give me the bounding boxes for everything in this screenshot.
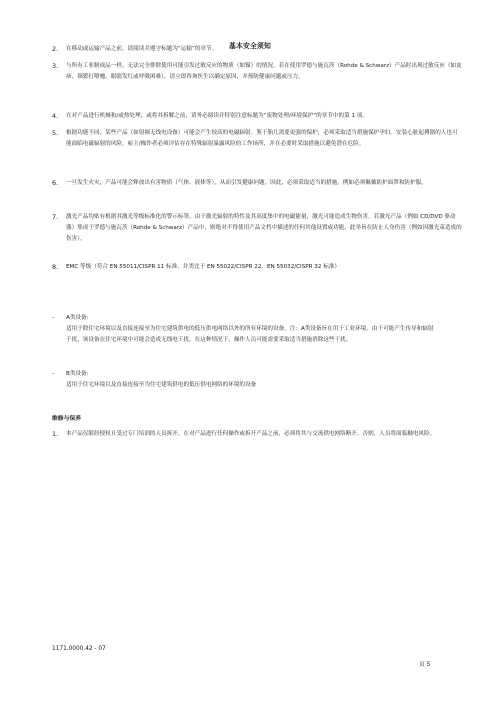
item-text: 在移动或运输产品之前，请阅读并遵守标题为“运输”的章节。	[66, 46, 218, 52]
list-item	[52, 44, 462, 55]
item-text: 在对产品进行机械和/或热处理，或将其拆解之前，请务必阅读并特别注意标题为“废物处理/环境保护”的章节中的第 1 项。	[66, 113, 368, 119]
item-text: 一旦发生火灾，产品可能会释放出有害物质（气体、液体等），从而引发健康问题。因此，必须采取适当的措施，例如必须佩戴防护面罩和防护服。	[66, 180, 427, 186]
item-number: 4.	[52, 112, 59, 120]
item-number: 6.	[52, 179, 59, 187]
item-number: 2.	[52, 45, 59, 53]
document-number: 1171.0000.42 - 07	[52, 646, 106, 652]
list-item	[52, 262, 462, 273]
dash-marker: –	[52, 371, 55, 377]
list-item	[52, 178, 462, 189]
item-text: 本产品仅限经授权且受过专门培训的人员拆开。在对产品进行任何操作或拆开产品之前，必须将其与交流供电网络断开。否则，人员将面临触电风险。	[66, 431, 436, 437]
emc-class-description: 适用于除住宅环境以及直接连接至为住宅建筑供电的低压供电网络以外的所有环境的设备。注：A类设备旨在用于工业环境。由于可能产生传导和辐射干扰，该设备在住宅环境中可能会造成无线电干扰。在这种情况下，操作人员可能需要采取适当措施消除这些干扰。	[66, 326, 434, 344]
item-text: EMC 等级（符合 EN 55011/CISPR 11 标准，并类比于 EN 55022/CISPR 22、EN 55032/CISPR 32 标准）	[66, 264, 340, 270]
item-number: 8.	[52, 263, 59, 271]
item-number: 5.	[52, 129, 59, 137]
item-text: 根据功能不同，某些产品（如射频无线电设备）可能会产生较高的电磁辐射。鉴于胎儿需要更强的保护，必须采取适当措施保护孕妇。安装心脏起搏器的人也可能面临电磁辐射的风险。雇主/操作者必须评估存在特殊辐射暴露风险的工作场所，并在必要时采取措施以避免潜在危险。	[66, 130, 458, 148]
page-number: 页 5	[419, 662, 431, 668]
emc-class-label: B类设备:	[66, 371, 89, 377]
section-title: 维修与保养	[52, 416, 81, 422]
dash-marker: –	[52, 315, 55, 321]
list-item	[52, 429, 462, 440]
list-item	[52, 111, 462, 122]
item-text: 激光产品均贴有根据其激光等级标准化的警示标签。由于激光辐射的特性及其高度集中的电磁能量，激光可能造成生物伤害。若激光产品（例如 CD/DVD 驱动器）集成于罗德与施瓦茨（Rohde & Schwarz）产品中，则绝对不得使用产品文档中描述的任何其他设置或功能。此举旨在防止人身伤害（例如因激光束造成的伤害）。	[66, 214, 462, 243]
emc-class-b	[52, 369, 434, 391]
list-item	[52, 212, 462, 246]
emc-class-description: 适用于住宅环境以及直接连接至为住宅建筑供电的低压供电网络的环境的设备	[66, 382, 257, 389]
emc-class-a	[52, 313, 434, 347]
item-number: 7.	[52, 213, 59, 221]
list-item	[52, 61, 462, 83]
list-item	[52, 128, 462, 150]
item-number: 1.	[52, 430, 59, 438]
item-text: 与所有工业制成品一样，无法完全排除使用可能引发过敏反应的物质（如镍）的情况。若在使用罗德与施瓦茨（Rohde & Schwarz）产品时出现过敏反应（如皮疹、频繁打喷嚏、眼睛发红或呼吸困难），请立即咨询医生以确定原因，并预防健康问题或压力。	[66, 63, 462, 81]
page-title: 基本安全须知	[229, 42, 271, 50]
item-number: 3.	[52, 62, 59, 70]
emc-class-label: A类设备:	[66, 315, 89, 321]
